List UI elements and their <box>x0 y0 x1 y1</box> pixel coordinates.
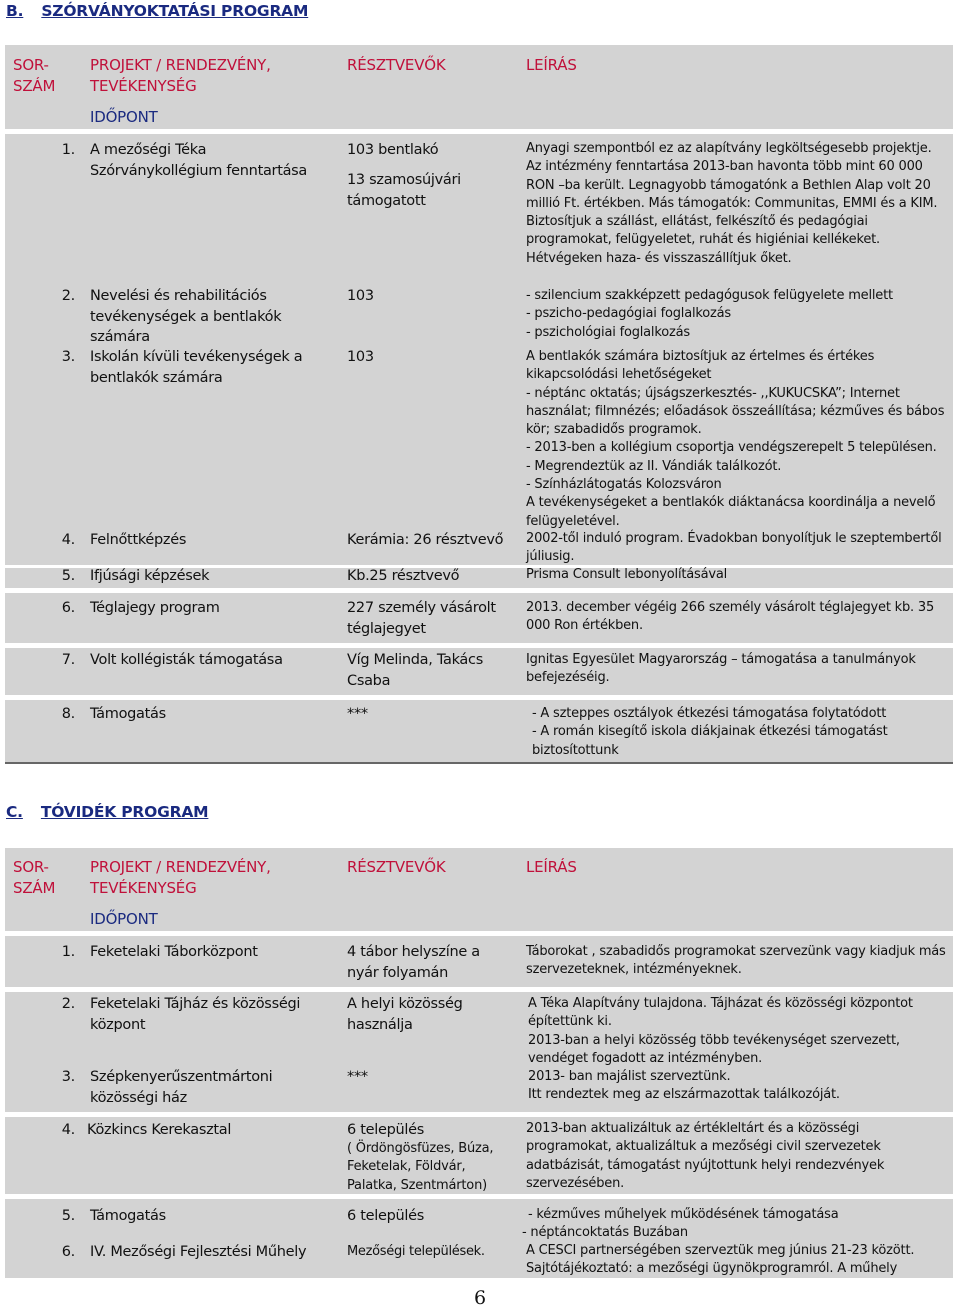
row-number: 3. <box>61 1069 75 1085</box>
section-b-table <box>5 45 953 762</box>
header-project: PROJEKT / RENDEZVÉNY, TEVÉKENYSÉG <box>90 56 271 95</box>
row-participants: 6 település <box>347 1208 424 1224</box>
row-number: 2. <box>61 288 75 304</box>
description-line: - Színházlátogatás Kolozsváron <box>526 477 722 493</box>
row-description <box>522 1206 948 1243</box>
description-line: - pszicho-pedagógiai foglalkozás <box>526 306 731 322</box>
row-participants: 4 tábor helyszíne a nyár folyamán <box>347 944 480 981</box>
row-project: IV. Mezőségi Fejlesztési Műhely <box>90 1244 307 1260</box>
row-participants: 103 <box>347 349 374 365</box>
divider <box>5 987 953 992</box>
row-participants-secondary: ( Ördöngösfüzes, Búza, Feketelak, Földvár, Palatka, Szentmárton) <box>347 1141 494 1193</box>
row-participants-secondary: 13 szamosújvári támogatott <box>347 172 461 209</box>
description-line: - Megrendeztük az II. Vándiák találkozót. <box>526 458 782 474</box>
section-b-title: SZÓRVÁNYOKTATÁSI PROGRAM <box>41 2 309 20</box>
row-description: Táborokat , szabadidős programokat szervezünk vagy kiadjuk más szervezeteknek, intézményeknek. <box>526 944 946 978</box>
row-description <box>526 348 948 531</box>
description-line: - néptáncoktatás Buzában <box>522 1225 688 1241</box>
row-participants: Kb.25 résztvevő <box>347 568 460 584</box>
header-num: SOR- SZÁM <box>13 858 56 897</box>
row-participants: 103 bentlakó <box>347 142 439 158</box>
row-number: 5. <box>61 568 75 584</box>
row-participants: Mezőségi települések. <box>347 1244 485 1259</box>
section-c-heading <box>6 803 208 821</box>
row-project: Nevelési és rehabilitációs tevékenységek a bentlakók számára <box>90 288 282 345</box>
row-project: Feketelaki Tájház és közösségi központ <box>90 996 301 1033</box>
page-number: 6 <box>473 1287 487 1309</box>
header-participants: RÉSZTVEVŐK <box>347 858 446 876</box>
divider <box>5 588 953 593</box>
header-participants: RÉSZTVEVŐK <box>347 56 446 74</box>
row-project: A mezőségi Téka Szórványkollégium fenntartása <box>90 142 308 179</box>
row-participants: 103 <box>347 288 374 304</box>
description-line: Itt rendeztek meg az elszármazottak találkozóját. <box>528 1087 840 1103</box>
description-line: - A román kisegítő iskola diákjainak étkezési támogatást biztosítottunk <box>532 724 888 758</box>
row-description: 2013-ban aktualizáltuk az értékleltárt és a közösségi programokat, aktualizáltuk a mezőségi civil szervezetek adatbázisát, támogatást nyújtottunk helyi rendezvények szervezésében. <box>526 1121 885 1191</box>
header-time: IDŐPONT <box>90 910 158 928</box>
header-project: PROJEKT / RENDEZVÉNY, TEVÉKENYSÉG <box>90 858 271 897</box>
row-number: 7. <box>61 652 75 668</box>
description-line: 2013- ban majálist szerveztünk. <box>528 1069 731 1084</box>
row-description <box>526 1242 948 1279</box>
row-project: Téglajegy program <box>90 600 220 616</box>
row-project: Volt kollégisták támogatása <box>90 652 283 668</box>
row-project: Felnőttképzés <box>90 532 187 548</box>
row-participants: Víg Melinda, Takács Csaba <box>347 652 483 689</box>
header-time: IDŐPONT <box>90 108 158 126</box>
description-line: Biztosítjuk a szállást, ellátást, felkészítő és pedagógiai programokat, felügyeletet, ruhát és higiéniai kellékeket. Hétvégeken haza- és visszaszállítjuk őket. <box>526 214 880 266</box>
row-project: Iskolán kívüli tevékenységek a bentlakók számára <box>90 349 303 386</box>
row-participants: Kerámia: 26 résztvevő <box>347 532 504 548</box>
description-line: A Téka Alapítvány tulajdona. Tájházat és közösségi központot építettünk ki. <box>528 996 913 1030</box>
section-b-heading <box>6 2 308 20</box>
row-project: Feketelaki Táborközpont <box>90 944 258 960</box>
row-participants: *** <box>347 706 368 722</box>
table-bottom-rule <box>5 762 953 764</box>
row-description: 2002-től induló program. Évadokban bonyolítjuk le szeptembertől júliusig. <box>526 531 942 565</box>
row-description <box>528 995 948 1068</box>
divider <box>5 643 953 648</box>
description-line: - pszichológiai foglalkozás <box>526 324 690 340</box>
divider <box>5 1194 953 1199</box>
section-c-letter: C. <box>6 803 23 821</box>
description-line: - szilencium szakképzett pedagógusok felügyelete mellett <box>526 288 893 303</box>
row-description: Ignitas Egyesület Magyarország – támogatása a tanulmányok befejezéséig. <box>526 652 916 686</box>
description-line: A bentlakók számára biztosítjuk az értelmes és értékes kikapcsolódási lehetőségeket <box>526 349 875 383</box>
row-description: 2013. december végéig 266 személy vásárolt téglajegyet kb. 35 000 Ron értékben. <box>526 600 935 634</box>
row-description: Prisma Consult lebonyolításával <box>526 567 728 582</box>
header-description: LEÍRÁS <box>526 56 577 74</box>
row-description <box>526 140 948 268</box>
row-number: 2. <box>61 996 75 1012</box>
divider <box>5 1112 953 1117</box>
row-project: Közkincs Kerekasztal <box>87 1122 232 1138</box>
header-num: SOR- SZÁM <box>13 56 56 95</box>
row-project: Ifjúsági képzések <box>90 568 210 584</box>
row-number: 6. <box>61 600 75 616</box>
row-participants: 227 személy vásárolt téglajegyet <box>347 600 496 637</box>
divider <box>5 129 953 134</box>
row-number: 5. <box>61 1208 75 1224</box>
row-number: 1. <box>61 944 75 960</box>
description-line: - néptánc oktatás; újságszerkesztés- ,,KUKUCSKA”; Internet használat; filmnézés; előadások összeállítása; kézműves és bábos kör; szabadidős programok. <box>526 385 945 438</box>
section-c-table <box>5 848 953 1278</box>
row-description <box>532 705 948 760</box>
description-line: 2013-ban a helyi közösség több tevékenységet szervezett, vendéget fogadott az intézményben. <box>528 1032 900 1066</box>
description-line: A tevékenységeket a bentlakók diáktanácsa koordinálja a nevelő felügyeletével. <box>526 495 936 529</box>
row-number: 8. <box>61 706 75 722</box>
description-line: - kézműves műhelyek működésének támogatása <box>528 1207 839 1222</box>
section-b-letter: B. <box>6 2 24 20</box>
description-line: A CESCI partnerségében szerveztük meg június 21-23 között. <box>526 1243 915 1258</box>
row-description <box>528 1068 948 1105</box>
description-line: - 2013-ben a kollégium csoportja vendégszerepelt 5 településen. <box>526 440 937 456</box>
row-project: Támogatás <box>90 1208 166 1224</box>
description-line: Sajtótájékoztató: a mezőségi ügynökprogramról. A műhely <box>526 1261 898 1277</box>
row-project: Támogatás <box>90 706 166 722</box>
description-line: Anyagi szempontból ez az alapítvány legköltségesebb projektje. Az intézmény fenntartása 2013-ban havonta több mint 60 000 RON –ba került. Legnagyobb támogatónk a Bethlen Alap volt 20 millió Ft. értékben. Más támogatók: Communitas, EMMI és a KIM. <box>526 141 938 211</box>
row-participants: A helyi közösség használja <box>347 996 463 1033</box>
description-line: - A szteppes osztályok étkezési támogatása folytatódott <box>532 706 887 721</box>
row-number: 3. <box>61 349 75 365</box>
row-number: 6. <box>61 1244 75 1260</box>
divider <box>5 931 953 936</box>
row-number: 1. <box>61 142 75 158</box>
row-project: Szépkenyerűszentmártoni közösségi ház <box>90 1069 273 1106</box>
row-description <box>526 287 948 342</box>
row-participants: *** <box>347 1069 368 1085</box>
section-c-title: TÓVIDÉK PROGRAM <box>40 803 209 821</box>
header-description: LEÍRÁS <box>526 858 577 876</box>
divider <box>5 695 953 700</box>
row-participants: 6 település <box>347 1122 424 1138</box>
row-number: 4. <box>61 1122 75 1138</box>
row-number: 4. <box>61 532 75 548</box>
